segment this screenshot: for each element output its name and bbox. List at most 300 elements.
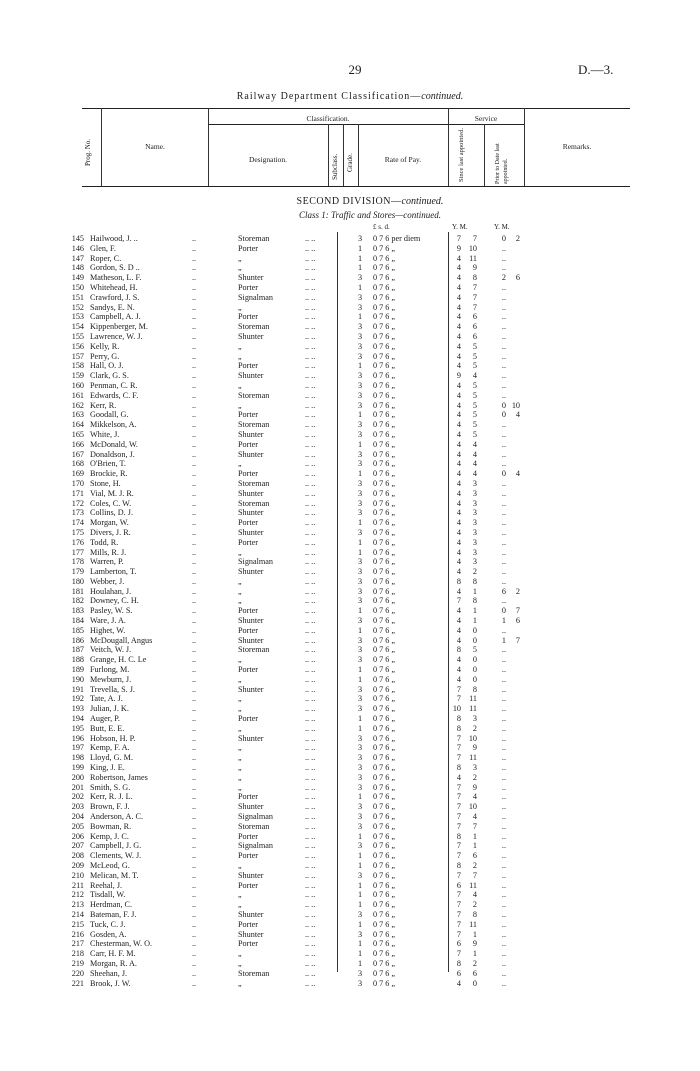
row-name: Kemp, J. C. xyxy=(90,831,129,841)
leader-dots: .. xyxy=(192,390,197,400)
row-since-years: 7 xyxy=(456,821,461,831)
leader-dots: .. xyxy=(192,547,197,557)
row-grade: 3 xyxy=(357,684,363,694)
row-grade: 1 xyxy=(357,723,363,733)
row-designation: „ xyxy=(238,547,242,557)
row-grade: 3 xyxy=(357,322,363,332)
row-since-months: 5 xyxy=(472,380,477,390)
row-since-years: 7 xyxy=(456,870,461,880)
row-grade: 1 xyxy=(357,714,363,724)
row-number: 146 xyxy=(71,243,84,253)
leader-dots: .. xyxy=(192,880,197,890)
row-since-years: 4 xyxy=(456,772,461,782)
leader-dots: .. xyxy=(192,380,197,390)
row-prior-years: .. xyxy=(501,821,506,831)
leader-dots: .. xyxy=(192,361,197,371)
row-grade: 3 xyxy=(357,390,363,400)
row-name: Morgan, W. xyxy=(90,518,129,528)
table-row xyxy=(0,685,700,695)
row-number: 158 xyxy=(71,361,84,371)
row-name: Julian, J. K. xyxy=(90,704,129,714)
row-name: Herdman, C. xyxy=(90,900,133,910)
leader-dots: .. .. xyxy=(305,371,316,381)
leader-dots: .. .. xyxy=(305,890,316,900)
row-grade: 1 xyxy=(357,263,363,273)
table-row xyxy=(0,792,700,802)
row-since-years: 4 xyxy=(456,459,461,469)
row-prior-years: .. xyxy=(501,380,506,390)
row-since-years: 4 xyxy=(456,518,461,528)
row-name: Kemp, F. A. xyxy=(90,743,130,753)
leader-dots: .. xyxy=(192,665,197,675)
leader-dots: .. .. xyxy=(305,518,316,528)
row-since-years: 4 xyxy=(456,410,461,420)
row-number: 153 xyxy=(71,312,84,322)
header-prior: Prior to Date last appointed. xyxy=(495,143,509,184)
leader-dots: .. .. xyxy=(305,331,316,341)
row-name: Pasley, W. S. xyxy=(90,606,133,616)
row-number: 184 xyxy=(71,616,84,626)
row-rate: 0 7 6 „ xyxy=(373,488,396,498)
row-designation: Storeman xyxy=(238,498,270,508)
row-designation: Shunter xyxy=(238,909,264,919)
row-name: Houlahan, J. xyxy=(90,586,132,596)
row-designation: „ xyxy=(238,253,242,263)
row-since-months: 11 xyxy=(469,880,477,890)
table-row xyxy=(0,773,700,783)
row-prior-years: .. xyxy=(501,802,506,812)
row-grade: 3 xyxy=(357,704,363,714)
table-row xyxy=(0,293,700,303)
row-name: Campbell, A. J. xyxy=(90,312,141,322)
row-since-years: 4 xyxy=(456,292,461,302)
row-rate: 0 7 6 „ xyxy=(373,292,396,302)
row-name: Hobson, H. P. xyxy=(90,733,136,743)
leader-dots: .. .. xyxy=(305,253,316,263)
table-row xyxy=(0,832,700,842)
table-row xyxy=(0,890,700,900)
row-prior-years: .. xyxy=(501,488,506,498)
row-designation: Shunter xyxy=(238,273,264,283)
row-rate: 0 7 6 „ xyxy=(373,655,396,665)
row-number: 209 xyxy=(71,861,84,870)
row-since-months: 0 xyxy=(472,978,477,988)
header-remarks: Remarks. xyxy=(562,142,592,151)
leader-dots: .. xyxy=(192,978,197,988)
leader-dots: .. xyxy=(192,929,197,939)
row-rate: 0 7 6 „ xyxy=(373,547,396,557)
row-designation: Shunter xyxy=(238,733,264,743)
row-number: 191 xyxy=(71,684,84,694)
row-prior-years: .. xyxy=(501,851,506,861)
row-prior-years: .. xyxy=(501,733,506,743)
table-row xyxy=(0,763,700,773)
row-designation: Signalman xyxy=(238,812,274,822)
row-rate: 0 7 6 „ xyxy=(373,958,396,968)
leader-dots: .. xyxy=(192,753,197,763)
row-since-years: 4 xyxy=(456,635,461,645)
table-row xyxy=(0,920,700,930)
table-row xyxy=(0,724,700,734)
leader-dots: .. xyxy=(192,596,197,606)
row-grade: 3 xyxy=(357,909,363,919)
table-row xyxy=(0,391,700,401)
row-since-months: 1 xyxy=(472,949,477,959)
row-since-years: 7 xyxy=(456,949,461,959)
row-designation: Porter xyxy=(238,851,259,861)
row-number: 216 xyxy=(71,929,84,939)
row-since-years: 7 xyxy=(456,733,461,743)
table-row xyxy=(0,479,700,489)
row-since-years: 6 xyxy=(456,880,461,890)
row-prior-years: .. xyxy=(501,371,506,381)
row-since-months: 9 xyxy=(472,782,477,792)
leader-dots: .. .. xyxy=(305,341,316,351)
leader-dots: .. .. xyxy=(305,919,316,929)
leader-dots: .. .. xyxy=(305,616,316,626)
leader-dots: .. .. xyxy=(305,567,316,577)
leader-dots: .. .. xyxy=(305,273,316,283)
row-number: 150 xyxy=(71,282,84,292)
row-prior-years: 2 xyxy=(501,273,506,283)
row-number: 152 xyxy=(71,302,84,312)
row-since-months: 7 xyxy=(472,302,477,312)
row-designation: Porter xyxy=(238,714,259,724)
row-designation: Shunter xyxy=(238,508,264,518)
row-grade: 3 xyxy=(357,498,363,508)
row-number: 215 xyxy=(71,919,84,929)
table-row xyxy=(0,352,700,362)
row-prior-years: .. xyxy=(501,439,506,449)
row-since-months: 4 xyxy=(472,792,477,802)
row-designation: „ xyxy=(238,576,242,586)
row-grade: 1 xyxy=(357,537,363,547)
row-prior-months: 10 xyxy=(511,400,520,410)
row-rate: 0 7 6 „ xyxy=(373,665,396,675)
leader-dots: .. xyxy=(192,234,197,243)
row-prior-months: 7 xyxy=(515,635,520,645)
row-grade: 1 xyxy=(357,312,363,322)
row-name: Tate, A. J. xyxy=(90,694,123,704)
row-since-years: 10 xyxy=(452,704,461,714)
row-grade: 1 xyxy=(357,880,363,890)
row-prior-years: .. xyxy=(501,939,506,949)
row-name: Warren, P. xyxy=(90,557,124,567)
row-name: Brockie, R. xyxy=(90,469,128,479)
row-prior-years: .. xyxy=(501,459,506,469)
row-designation: „ xyxy=(238,655,242,665)
row-rate: 0 7 6 „ xyxy=(373,537,396,547)
leader-dots: .. xyxy=(192,616,197,626)
row-designation: Porter xyxy=(238,831,259,841)
row-name: Furlong, M. xyxy=(90,665,130,675)
row-since-years: 4 xyxy=(456,547,461,557)
row-rate: 0 7 6 „ xyxy=(373,704,396,714)
table-row xyxy=(0,538,700,548)
row-rate: 0 7 6 „ xyxy=(373,635,396,645)
row-designation: „ xyxy=(238,694,242,704)
leader-dots: .. .. xyxy=(305,469,316,479)
row-since-months: 9 xyxy=(472,263,477,273)
row-designation: „ xyxy=(238,586,242,596)
row-grade: 1 xyxy=(357,625,363,635)
row-since-months: 2 xyxy=(472,723,477,733)
row-name: Tisdall, W. xyxy=(90,890,126,900)
row-name: Sheehan, J. xyxy=(90,968,128,978)
row-since-years: 7 xyxy=(456,802,461,812)
row-rate: 0 7 6 „ xyxy=(373,351,396,361)
row-name: Kippenberger, M. xyxy=(90,322,148,332)
row-since-years: 4 xyxy=(456,341,461,351)
leader-dots: .. xyxy=(192,625,197,635)
table-row xyxy=(0,459,700,469)
leader-dots: .. .. xyxy=(305,763,316,773)
table-row xyxy=(0,959,700,969)
row-since-years: 4 xyxy=(456,586,461,596)
table-row xyxy=(0,783,700,793)
row-grade: 3 xyxy=(357,802,363,812)
table-row xyxy=(0,655,700,665)
row-grade: 1 xyxy=(357,606,363,616)
row-rate: 0 7 6 „ xyxy=(373,243,396,253)
row-since-years: 4 xyxy=(456,380,461,390)
col-rule-subclass xyxy=(343,124,344,186)
leader-dots: .. .. xyxy=(305,400,316,410)
row-since-years: 4 xyxy=(456,655,461,665)
row-since-years: 4 xyxy=(456,351,461,361)
row-since-years: 7 xyxy=(456,753,461,763)
row-number: 160 xyxy=(71,380,84,390)
row-grade: 1 xyxy=(357,958,363,968)
leader-dots: .. .. xyxy=(305,949,316,959)
row-number: 182 xyxy=(71,596,84,606)
row-prior-years: .. xyxy=(501,919,506,929)
row-rate: 0 7 6 „ xyxy=(373,939,396,949)
row-number: 201 xyxy=(71,782,84,792)
row-grade: 1 xyxy=(357,253,363,263)
row-designation: Porter xyxy=(238,606,259,616)
leader-dots: .. .. xyxy=(305,772,316,782)
row-since-years: 4 xyxy=(456,625,461,635)
col-rule-since xyxy=(484,124,485,186)
row-since-months: 0 xyxy=(472,674,477,684)
table-row xyxy=(0,851,700,861)
row-prior-years: .. xyxy=(501,772,506,782)
leader-dots: .. .. xyxy=(305,958,316,968)
row-rate: 0 7 6 „ xyxy=(373,420,396,430)
leader-dots: .. .. xyxy=(305,557,316,567)
row-number: 157 xyxy=(71,351,84,361)
row-number: 179 xyxy=(71,567,84,577)
row-designation: „ xyxy=(238,341,242,351)
row-number: 183 xyxy=(71,606,84,616)
row-since-years: 4 xyxy=(456,361,461,371)
row-number: 199 xyxy=(71,763,84,773)
leader-dots: .. xyxy=(192,831,197,841)
row-name: Coles, C. W. xyxy=(90,498,132,508)
row-designation: Signalman xyxy=(238,292,274,302)
row-prior-years: .. xyxy=(501,958,506,968)
row-prior-years: 0 xyxy=(501,410,506,420)
row-since-months: 7 xyxy=(472,870,477,880)
leader-dots: .. xyxy=(192,909,197,919)
row-designation: Shunter xyxy=(238,929,264,939)
row-name: Roper, C. xyxy=(90,253,122,263)
leader-dots: .. xyxy=(192,792,197,802)
leader-dots: .. xyxy=(192,704,197,714)
table-row xyxy=(0,469,700,479)
row-rate: 0 7 6 „ xyxy=(373,743,396,753)
row-designation: Storeman xyxy=(238,968,270,978)
leader-dots: .. xyxy=(192,410,197,420)
table-row xyxy=(0,508,700,518)
row-prior-years: .. xyxy=(501,361,506,371)
row-number: 195 xyxy=(71,723,84,733)
row-prior-years: .. xyxy=(501,625,506,635)
row-rate: 0 7 6 „ xyxy=(373,322,396,332)
row-prior-years: 1 xyxy=(501,635,506,645)
row-prior-years: 1 xyxy=(501,616,506,626)
row-since-months: 11 xyxy=(469,919,477,929)
row-designation: „ xyxy=(238,890,242,900)
row-number: 172 xyxy=(71,498,84,508)
row-designation: Storeman xyxy=(238,390,270,400)
row-prior-years: .. xyxy=(501,655,506,665)
row-rate: 0 7 6 „ xyxy=(373,459,396,469)
row-prior-years: .. xyxy=(501,449,506,459)
row-number: 211 xyxy=(72,880,84,890)
row-rate: 0 7 6 „ xyxy=(373,498,396,508)
row-designation: „ xyxy=(238,978,242,988)
row-since-years: 8 xyxy=(456,831,461,841)
row-since-months: 11 xyxy=(469,753,477,763)
row-number: 151 xyxy=(71,292,84,302)
table-row xyxy=(0,499,700,509)
row-prior-years: .. xyxy=(501,429,506,439)
row-rate: 0 7 6 „ xyxy=(373,978,396,988)
row-designation: „ xyxy=(238,949,242,959)
row-grade: 3 xyxy=(357,488,363,498)
row-number: 208 xyxy=(71,851,84,861)
row-number: 190 xyxy=(71,674,84,684)
header-grade: Grade. xyxy=(346,153,354,172)
row-number: 187 xyxy=(71,645,84,655)
row-grade: 3 xyxy=(357,772,363,782)
row-name: Clements, W. J. xyxy=(90,851,142,861)
row-since-years: 4 xyxy=(456,302,461,312)
row-name: Collins, D. J. xyxy=(90,508,133,518)
row-prior-months: 6 xyxy=(515,616,520,626)
row-prior-years: 0 xyxy=(501,469,506,479)
row-since-months: 6 xyxy=(472,968,477,978)
row-rate: 0 7 6 „ xyxy=(373,478,396,488)
row-since-years: 4 xyxy=(456,478,461,488)
row-grade: 3 xyxy=(357,821,363,831)
row-since-months: 7 xyxy=(472,292,477,302)
row-grade: 1 xyxy=(357,831,363,841)
row-since-months: 3 xyxy=(472,537,477,547)
row-since-months: 3 xyxy=(472,508,477,518)
table-row xyxy=(0,430,700,440)
row-since-years: 8 xyxy=(456,723,461,733)
table-row xyxy=(0,841,700,851)
row-since-months: 1 xyxy=(472,841,477,851)
row-since-years: 7 xyxy=(456,919,461,929)
class-label: Class 1: Traffic and Stores— xyxy=(299,210,404,220)
row-number: 207 xyxy=(71,841,84,851)
row-rate: 0 7 6 „ xyxy=(373,576,396,586)
row-grade: 3 xyxy=(357,645,363,655)
table-row xyxy=(0,665,700,675)
row-designation: Shunter xyxy=(238,527,264,537)
row-name: Morgan, R. A. xyxy=(90,958,137,968)
row-prior-years: .. xyxy=(501,518,506,528)
row-prior-years: .. xyxy=(501,890,506,900)
leader-dots: .. xyxy=(192,449,197,459)
header-rate: Rate of Pay. xyxy=(384,155,422,164)
row-rate: 0 7 6 „ xyxy=(373,645,396,655)
row-since-months: 1 xyxy=(472,929,477,939)
leader-dots: .. xyxy=(192,968,197,978)
table-row xyxy=(0,871,700,881)
row-rate: 0 7 6 „ xyxy=(373,880,396,890)
row-grade: 3 xyxy=(357,478,363,488)
row-number: 193 xyxy=(71,704,84,714)
row-prior-months: 6 xyxy=(515,273,520,283)
row-prior-years: .. xyxy=(501,537,506,547)
row-rate: 0 7 6 „ xyxy=(373,380,396,390)
table-row xyxy=(0,361,700,371)
row-since-months: 4 xyxy=(472,371,477,381)
leader-dots: .. .. xyxy=(305,449,316,459)
row-since-years: 7 xyxy=(456,851,461,861)
table-row xyxy=(0,273,700,283)
row-since-years: 4 xyxy=(456,331,461,341)
row-since-years: 7 xyxy=(456,782,461,792)
page-number: 29 xyxy=(348,62,362,77)
row-rate: 0 7 6 „ xyxy=(373,782,396,792)
row-designation: Porter xyxy=(238,243,259,253)
row-prior-years: .. xyxy=(501,508,506,518)
row-since-years: 4 xyxy=(456,665,461,675)
row-grade: 3 xyxy=(357,655,363,665)
leader-dots: .. .. xyxy=(305,547,316,557)
row-since-months: 9 xyxy=(472,743,477,753)
leader-dots: .. .. xyxy=(305,968,316,978)
leader-dots: .. xyxy=(192,763,197,773)
row-rate: 0 7 6 „ xyxy=(373,674,396,684)
leader-dots: .. xyxy=(192,459,197,469)
table-row xyxy=(0,596,700,606)
row-number: 168 xyxy=(71,459,84,469)
row-number: 197 xyxy=(71,743,84,753)
header-top-rule xyxy=(82,108,630,109)
row-prior-years: .. xyxy=(501,674,506,684)
leader-dots: .. .. xyxy=(305,508,316,518)
table-row xyxy=(0,244,700,254)
row-grade: 3 xyxy=(357,400,363,410)
class-heading xyxy=(0,210,700,220)
row-name: Crawford, J. S. xyxy=(90,292,140,302)
leader-dots: .. xyxy=(192,498,197,508)
row-prior-years: 0 xyxy=(501,234,506,243)
row-grade: 1 xyxy=(357,900,363,910)
leader-dots: .. .. xyxy=(305,410,316,420)
table-row xyxy=(0,254,700,264)
row-number: 220 xyxy=(71,968,84,978)
leader-dots: .. xyxy=(192,782,197,792)
row-since-months: 5 xyxy=(472,361,477,371)
